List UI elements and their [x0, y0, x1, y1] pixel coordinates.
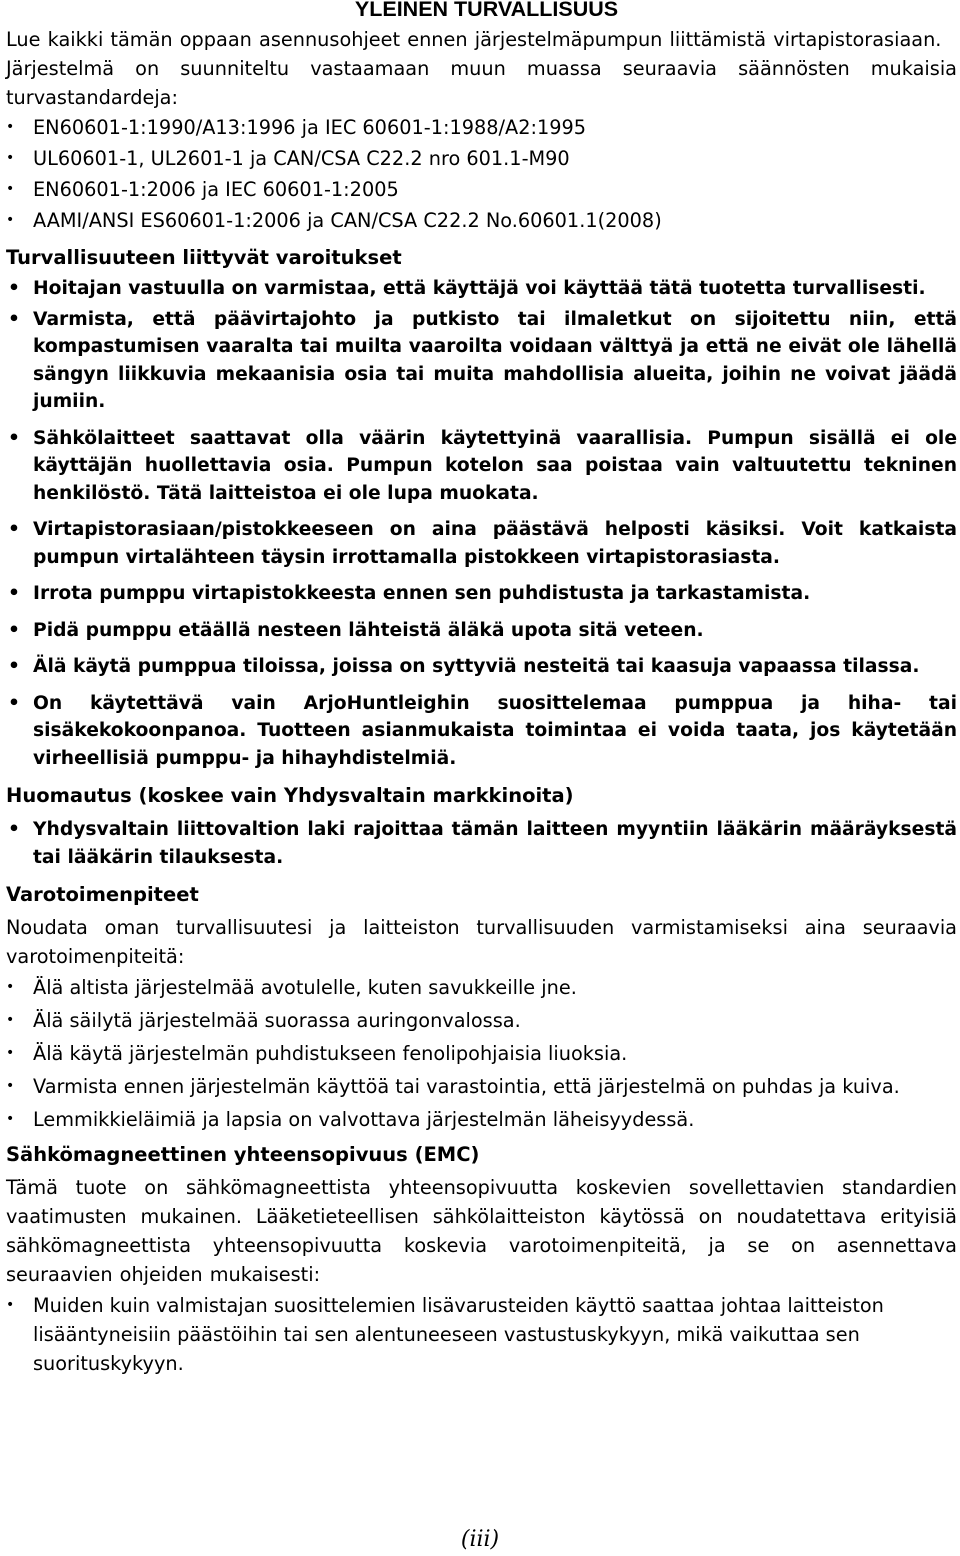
list-item: • Yhdysvaltain liittovaltion laki rajoittaa tämän laitteen myyntiin lääkärin määräyksestä tai lääkärin tilauksesta.: [6, 816, 957, 871]
emc-heading: Sähkömagneettinen yhteensopivuus (EMC): [6, 1143, 480, 1166]
list-item: • Älä säilytä järjestelmää suorassa auringonvalossa.: [6, 1004, 957, 1037]
warnings-heading: Turvallisuuteen liittyvät varoitukset: [6, 246, 402, 269]
list-item: • Varmista, että päävirtajohto ja putkisto tai ilmaletkut on sijoitettu niin, että kompastumisen vaaralta tai muilta vaaroilta voidaan välttyä ja että ne eivät ole lähellä sängyn liikkuvia mekaanisia osia tai muita mahdollisia alueita, joihin ne voivat jäädä jumiin.: [6, 306, 957, 416]
notice-list: [6, 816, 957, 871]
intro-paragraph-1: Lue kaikki tämän oppaan asennusohjeet ennen järjestelmäpumpun liittämistä virtapistorasiaan.: [6, 28, 942, 51]
list-item: • Hoitajan vastuulla on varmistaa, että käyttäjä voi käyttää tätä tuotetta turvallisesti.: [6, 275, 957, 303]
list-item: • Virtapistorasiaan/pistokkeeseen on aina päästävä helposti käsiksi. Voit katkaista pumpun virtalähteen täysin irrottamalla pistokkeen virtapistorasiasta.: [6, 516, 957, 571]
list-item: • Sähkölaitteet saattavat olla väärin käytettyinä vaarallisia. Pumpun sisällä ei ole käyttäjän huollettavia osia. Pumpun kotelon saa poistaa vain valtuutettu tekninen henkilöstö. Tätä laitteistoa ei ole lupa muokata.: [6, 425, 957, 508]
emc-intro: Tämä tuote on sähkömagneettista yhteensopivuutta koskevien sovellettavien standardien vaatimusten mukainen. Lääketieteellisen sähkölaitteiston käytössä on noudatettava erityisiä sähkömagneettista yhteensopivuutta koskevia varotoimenpiteitä, ja se on asennettava seuraavien ohjeiden mukaisesti:: [6, 1176, 957, 1286]
list-item: • Älä käytä pumppua tiloissa, joissa on syttyviä nesteitä tai kaasuja vapaassa tilassa.: [6, 653, 957, 681]
precautions-intro: Noudata oman turvallisuutesi ja laitteiston turvallisuuden varmistamiseksi aina seuraavia varotoimenpiteitä:: [6, 916, 957, 968]
list-item: • AAMI/ANSI ES60601-1:2006 ja CAN/CSA C22.2 No.60601.1(2008): [6, 205, 957, 236]
list-item: • Älä käytä järjestelmän puhdistukseen fenolipohjaisia liuoksia.: [6, 1037, 957, 1070]
page-number: (iii): [460, 1527, 500, 1552]
precautions-list: [6, 971, 957, 1136]
list-item: • Muiden kuin valmistajan suosittelemien lisävarusteiden käyttö saattaa johtaa laitteiston lisääntyneisiin päästöihin tai sen alentuneeseen vastustuskykyyn, mikä vaikuttaa sen suorituskykyyn.: [6, 1291, 957, 1378]
notice-heading: Huomautus (koskee vain Yhdysvaltain markkinoita): [6, 784, 574, 807]
list-item: • Varmista ennen järjestelmän käyttöä tai varastointia, että järjestelmä on puhdas ja kuiva.: [6, 1070, 957, 1103]
list-item: • Älä altista järjestelmää avotulelle, kuten savukkeille jne.: [6, 971, 957, 1004]
list-item: • Pidä pumppu etäällä nesteen lähteistä äläkä upota sitä veteen.: [6, 617, 957, 645]
warnings-list: [6, 275, 957, 772]
precautions-heading: Varotoimenpiteet: [6, 883, 199, 906]
list-item: • On käytettävä vain ArjoHuntleighin suosittelemaa pumppua ja hiha- tai sisäkekokoonpanoa. Tuotteen asianmukaista toimintaa ei voida taata, jos käytetään virheellisiä pumppu- ja hihayhdistelmiä.: [6, 690, 957, 773]
intro-paragraph-2: Järjestelmä on suunniteltu vastaamaan muun muassa seuraavia säännösten mukaisia turvastandardeja:: [6, 57, 957, 109]
emc-list: [6, 1291, 957, 1378]
list-item: • EN60601-1:2006 ja IEC 60601-1:2005: [6, 174, 957, 205]
list-item: • Lemmikkieläimiä ja lapsia on valvottava järjestelmän läheisyydessä.: [6, 1103, 957, 1136]
list-item: • Irrota pumppu virtapistokkeesta ennen sen puhdistusta ja tarkastamista.: [6, 580, 957, 608]
list-item: • UL60601-1, UL2601-1 ja CAN/CSA C22.2 nro 601.1-M90: [6, 143, 957, 174]
standards-list: [6, 112, 957, 236]
page-title: YLEINEN TURVALLISUUS: [354, 0, 619, 21]
list-item: • EN60601-1:1990/A13:1996 ja IEC 60601-1:1988/A2:1995: [6, 112, 957, 143]
